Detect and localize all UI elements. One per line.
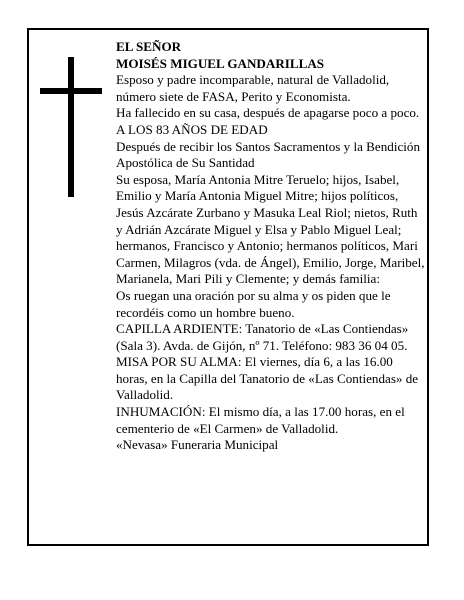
family-paragraph: Su esposa, María Antonia Mitre Teruelo; hijos, Isabel, Emilio y María Antonia Miguel Mitre; hijos políticos, Jesús Azcárate Zurbano y Masuka Leal Riol; nietos, Ruth y Adrián Azcárate Miguel y Elsa y Pablo Miguel Leal; hermanos, Francisco y Antonio; hermanos políticos, Mari Carmen, Milagros (vda. de Ángel), Emilio, Jorge, Maribel, Marianela, Mari Pili y Clemente; y demás familia: xyxy=(116,171,425,287)
description-paragraph: Esposo y padre incomparable, natural de Valladolid, número siete de FASA, Perito y Economista. xyxy=(116,72,390,104)
sacraments-paragraph: Después de recibir los Santos Sacramentos y la Bendición Apostólica de Su Santidad xyxy=(116,138,420,171)
age-line: A LOS 83 AÑOS DE EDAD xyxy=(116,121,268,137)
obituary-notice xyxy=(27,28,429,546)
mass-paragraph: MISA POR SU ALMA: El viernes, día 6, a las 16.00 horas, en la Capilla del Tanatorio de «Las Contiendas» de Valladolid. xyxy=(116,354,419,403)
burial-paragraph: INHUMACIÓN: El mismo día, a las 17.00 horas, en el cementerio de «El Carmen» de Valladolid. xyxy=(116,404,405,436)
notice-text xyxy=(116,39,426,454)
chapel-paragraph: CAPILLA ARDIENTE: Tanatorio de «Las Contiendas» (Sala 3). Avda. de Gijón, nº 71. Teléfono: 983 36 04 05. xyxy=(116,321,409,353)
notice-title: EL SEÑOR xyxy=(116,39,182,54)
prayer-paragraph: Os ruegan una oración por su alma y os piden que le recordéis como un hombre bueno. xyxy=(116,287,391,320)
deceased-name: MOISÉS MIGUEL GANDARILLAS xyxy=(116,55,325,71)
funeral-home-line: «Nevasa» Funeraria Municipal xyxy=(116,437,279,453)
death-paragraph: Ha fallecido en su casa, después de apagarse poco a poco. xyxy=(116,105,420,121)
